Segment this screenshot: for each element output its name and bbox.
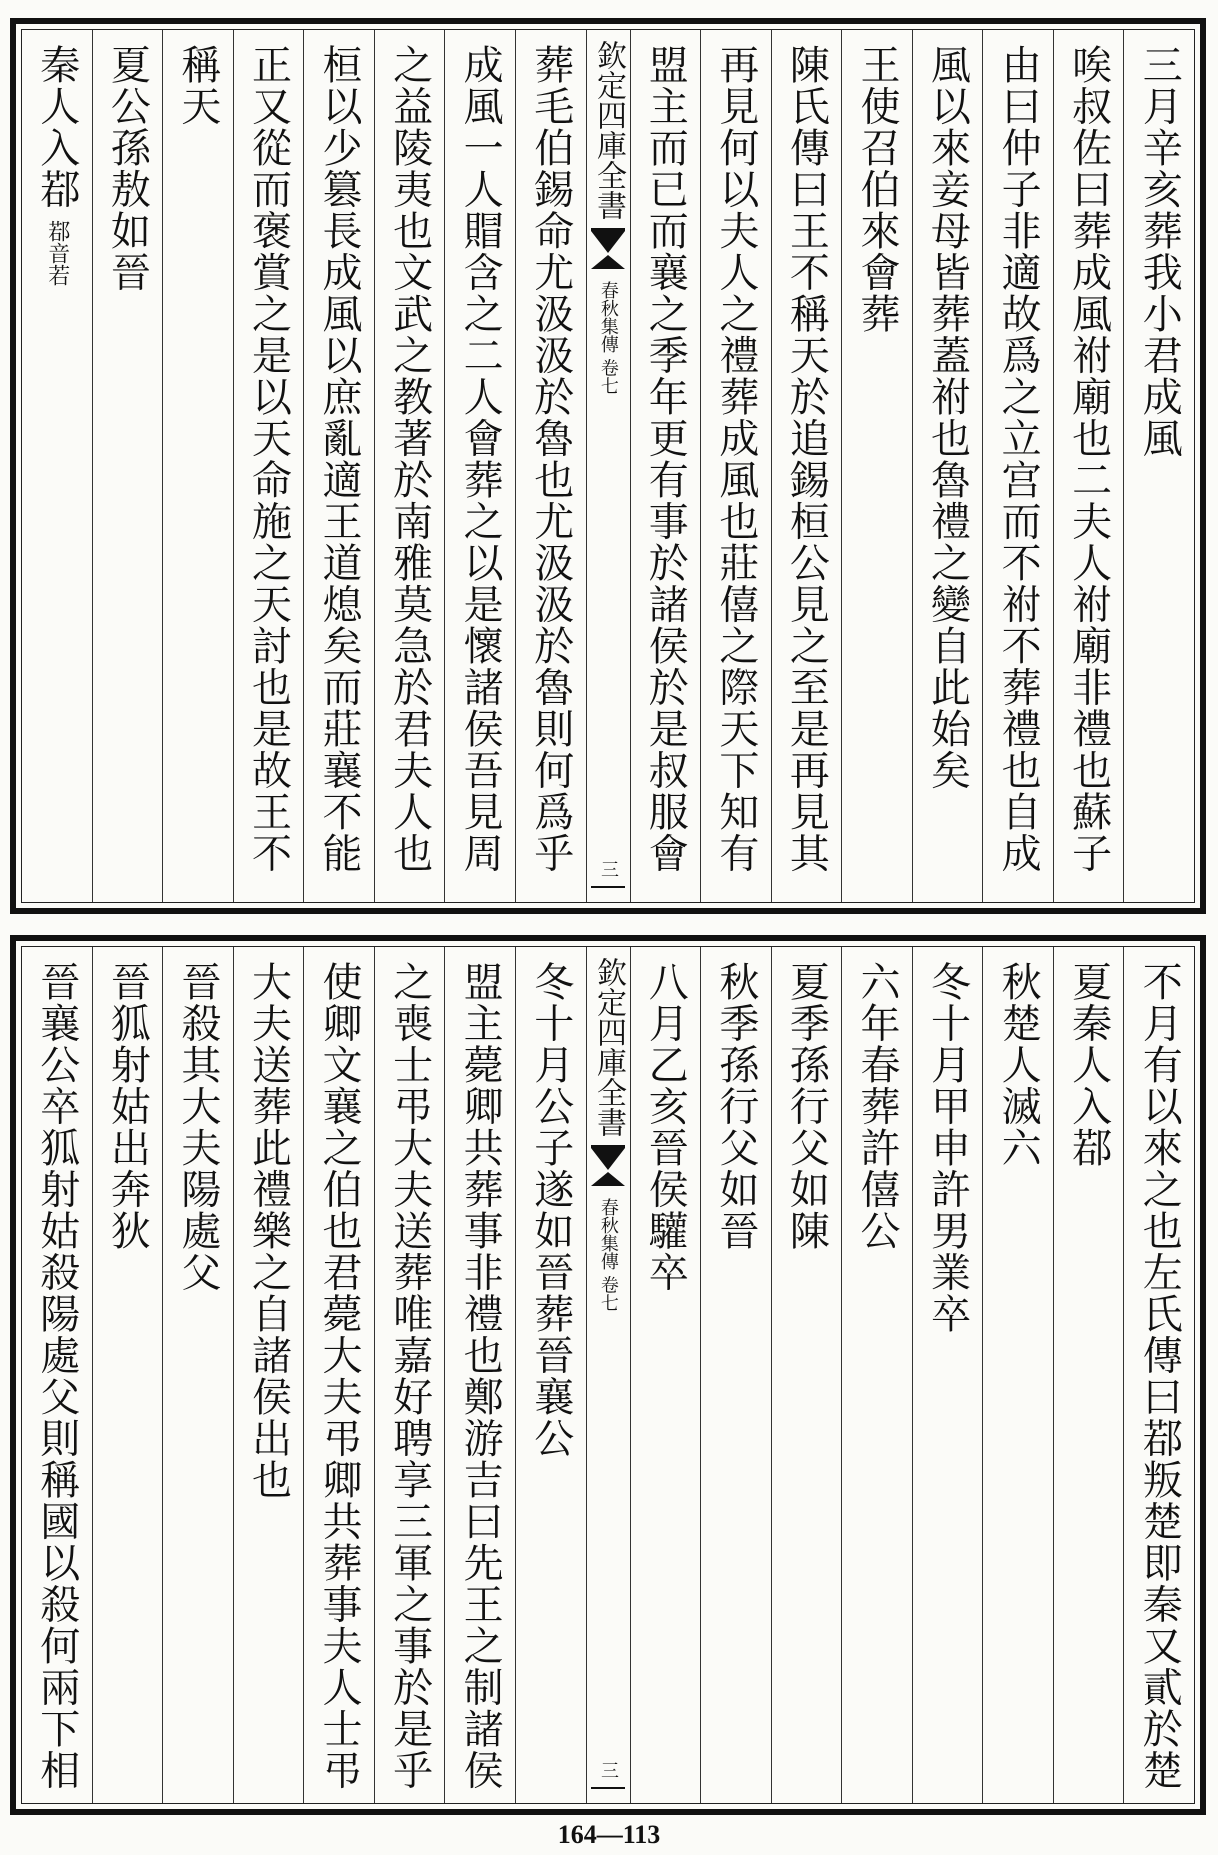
pronunciation-note: 鄀音若	[44, 220, 70, 286]
text-column: 成風一人賵含之二人會葬之以是懷諸侯吾見周	[444, 30, 515, 902]
text-column: 正又從而褒賞之是以天命施之天討也是故王不	[233, 30, 304, 902]
text-column: 盟主而已而襄之季年更有事於諸侯於是叔服會	[630, 30, 701, 902]
text-column: 夏秦人入鄀	[1053, 947, 1124, 1803]
divider	[591, 886, 625, 888]
divider	[591, 1787, 625, 1789]
text-column: 冬十月公子遂如晉葬晉襄公	[515, 947, 586, 1803]
fish-tail-mark-icon	[591, 228, 625, 271]
text-column: 再見何以夫人之禮葬成風也莊僖之際天下知有	[700, 30, 771, 902]
text-column: 王使召伯來會葬	[841, 30, 912, 902]
text-column: 稱天	[162, 30, 233, 902]
book-title: 欽定四庫全書	[591, 957, 626, 1137]
text-column: 不月有以來之也左氏傳曰鄀叛楚即秦又貳於楚	[1123, 947, 1194, 1803]
bottom-page-frame	[10, 935, 1206, 1815]
center-margin	[586, 947, 630, 1803]
text-column: 盟主薨卿共葬事非禮也鄭游吉曰先王之制諸侯	[444, 947, 515, 1803]
center-margin	[586, 30, 630, 902]
text-column: 秋季孫行父如晉	[700, 947, 771, 1803]
leaf-number: 三	[598, 860, 619, 878]
text-column: 秋楚人滅六	[982, 947, 1053, 1803]
top-page-frame	[10, 18, 1206, 914]
page-footer-number: 164—113	[557, 1820, 661, 1849]
text-column: 冬十月甲申許男業卒	[912, 947, 983, 1803]
leaf-number: 三	[598, 1761, 619, 1779]
entry-text: 秦人入鄀	[33, 44, 80, 210]
text-column	[22, 30, 92, 902]
text-column: 晉狐射姑出奔狄	[92, 947, 163, 1803]
text-column: 桓以少篡長成風以庶亂適王道熄矣而莊襄不能	[303, 30, 374, 902]
text-column: 之益陵夷也文武之教著於南雅莫急於君夫人也	[374, 30, 445, 902]
text-column: 夏公孫敖如晉	[92, 30, 163, 902]
volume-label: 春秋集傳 卷七	[597, 1198, 619, 1312]
bottom-page-columns	[21, 946, 1195, 1804]
text-column: 之喪士弔大夫送葬唯嘉好聘享三軍之事於是乎	[374, 947, 445, 1803]
text-column: 六年春葬許僖公	[841, 947, 912, 1803]
text-column: 八月乙亥晉侯驩卒	[630, 947, 701, 1803]
volume-label: 春秋集傳 卷七	[597, 281, 619, 395]
top-page-columns	[21, 29, 1195, 903]
text-column: 晉殺其大夫陽處父	[162, 947, 233, 1803]
text-column: 由曰仲子非適故爲之立宫而不祔不葬禮也自成	[982, 30, 1053, 902]
text-column: 使卿文襄之伯也君薨大夫弔卿共葬事夫人士弔	[303, 947, 374, 1803]
text-column: 風以來妾母皆葬蓋祔也魯禮之變自此始矣	[912, 30, 983, 902]
text-column: 夏季孫行父如陳	[771, 947, 842, 1803]
fish-tail-mark-icon	[591, 1145, 625, 1188]
text-column: 葬毛伯錫命尤汲汲於魯也尤汲汲於魯則何爲乎	[515, 30, 586, 902]
text-column: 唉叔佐曰葬成風祔廟也二夫人祔廟非禮也蘇子	[1053, 30, 1124, 902]
text-column: 大夫送葬此禮樂之自諸侯出也	[233, 947, 304, 1803]
book-title: 欽定四庫全書	[591, 40, 626, 220]
text-column: 陳氏傳曰王不稱天於追錫桓公見之至是再見其	[771, 30, 842, 902]
text-column: 晉襄公卒狐射姑殺陽處父則稱國以殺何兩下相	[33, 961, 80, 1791]
text-column: 三月辛亥葬我小君成風	[1123, 30, 1194, 902]
